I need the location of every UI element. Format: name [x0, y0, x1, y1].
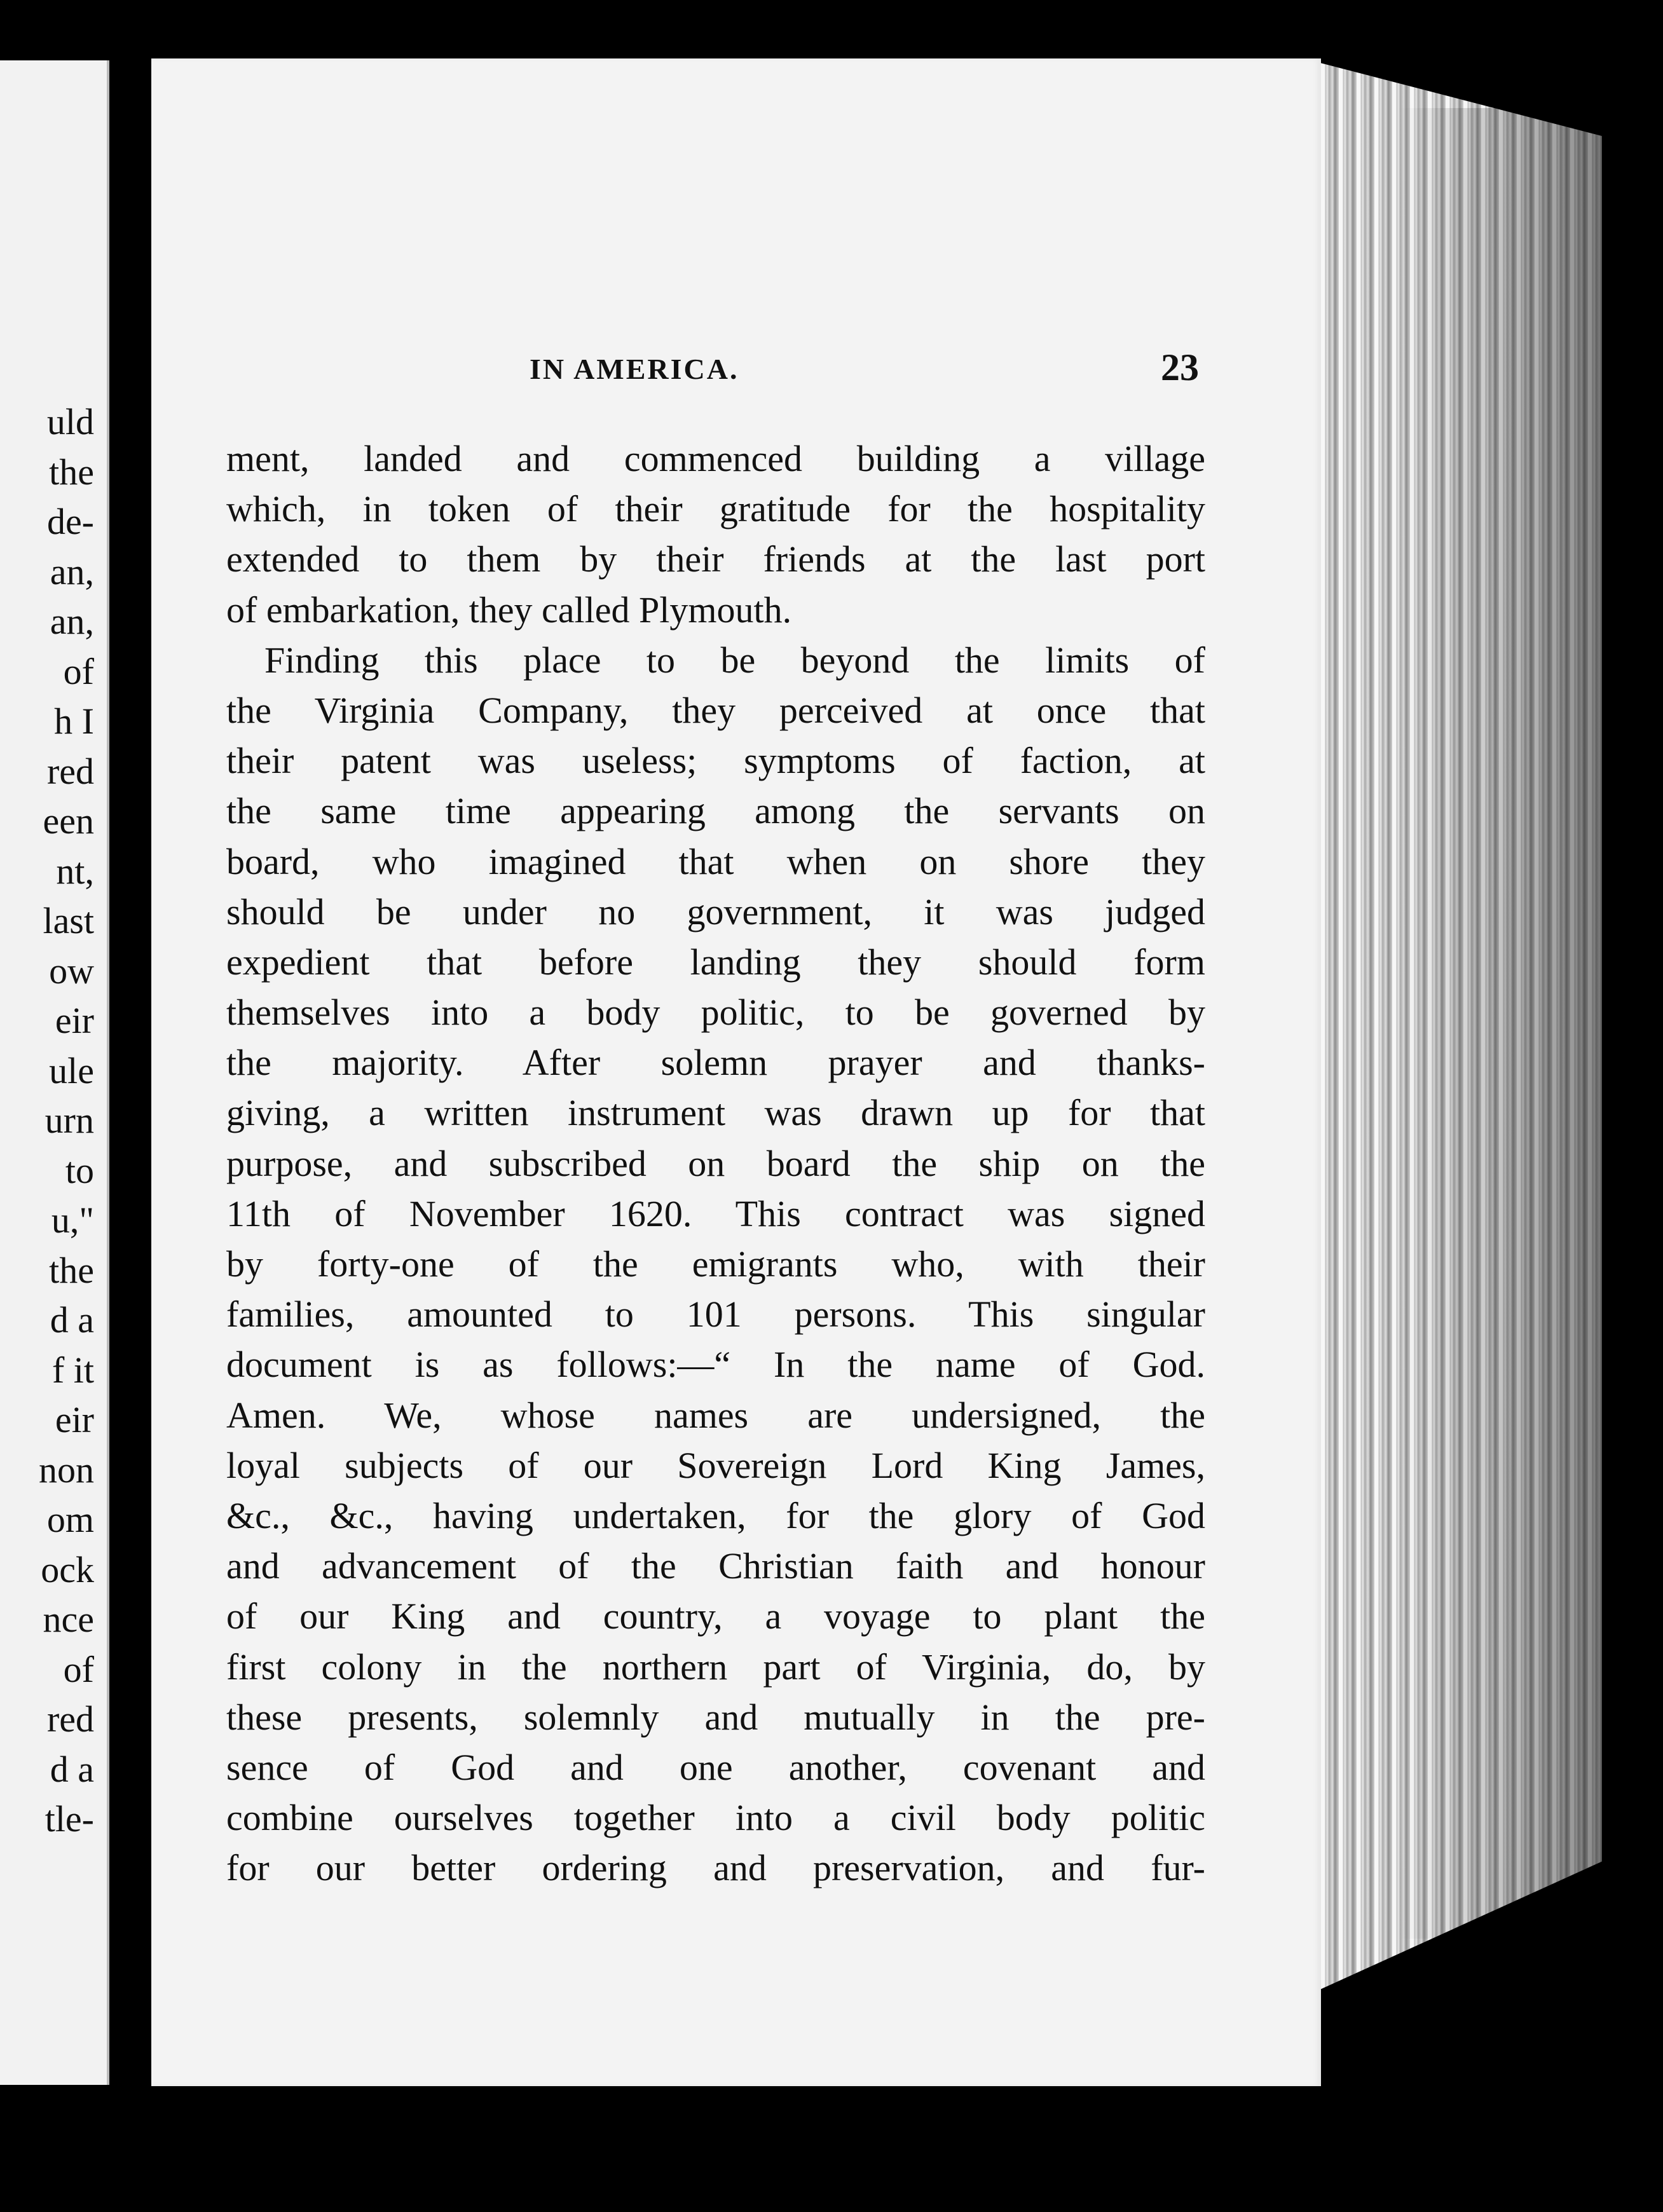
left-fragment-line: d a	[50, 1748, 94, 1790]
text-line: giving, a written instrument was drawn up for that	[226, 1092, 1205, 1134]
left-fragment-line: to	[65, 1149, 94, 1191]
left-page-text-fragments	[39, 397, 94, 1845]
paragraph-first-line: Finding this place to be beyond the limits of	[264, 639, 1205, 681]
left-fragment-line: of	[63, 650, 94, 692]
text-line: sence of God and one another, covenant and	[226, 1746, 1205, 1788]
left-fragment-line: non	[39, 1449, 94, 1491]
left-fragment-line: nt,	[56, 850, 94, 892]
left-fragment-line: een	[43, 800, 94, 842]
left-fragment-line: red	[46, 750, 94, 792]
left-facing-page	[0, 60, 109, 2085]
left-fragment-line: tle-	[44, 1798, 94, 1840]
left-fragment-line: the	[49, 451, 94, 493]
text-line: of embarkation, they called Plymouth.	[226, 589, 792, 631]
text-line: themselves into a body politic, to be governed by	[226, 992, 1205, 1034]
left-fragment-line: red	[46, 1698, 94, 1740]
text-line: the Virginia Company, they perceived at once that	[226, 689, 1205, 731]
left-fragment-line: eir	[55, 1000, 94, 1041]
text-line: ment, landed and commenced building a village	[226, 438, 1205, 479]
text-line: Amen. We, whose names are undersigned, the	[226, 1394, 1205, 1436]
body-text	[226, 434, 1205, 1893]
text-line: of our King and country, a voyage to plant the	[226, 1595, 1205, 1637]
left-fragment-line: ock	[41, 1548, 94, 1590]
left-fragment-line: h I	[54, 700, 94, 742]
left-fragment-line: uld	[46, 401, 94, 442]
text-line: for our better ordering and preservation, and fur-	[226, 1847, 1205, 1889]
text-line: their patent was useless; symptoms of faction, at	[226, 740, 1205, 782]
text-line: board, who imagined that when on shore they	[226, 840, 1205, 882]
text-line: &c., &c., having undertaken, for the glory of God	[226, 1494, 1205, 1536]
left-fragment-line: last	[43, 900, 94, 941]
text-line: loyal subjects of our Sovereign Lord King James,	[226, 1444, 1205, 1486]
text-line: families, amounted to 101 persons. This singular	[226, 1294, 1205, 1335]
left-fragment-line: an,	[50, 601, 94, 642]
page-number: 23	[1161, 346, 1199, 388]
text-line: 11th of November 1620. This contract was signed	[226, 1192, 1205, 1234]
left-fragment-line: the	[49, 1249, 94, 1291]
text-line: combine ourselves together into a civil body politic	[226, 1797, 1205, 1839]
text-line: first colony in the northern part of Virginia, do, by	[226, 1646, 1205, 1688]
text-line: the same time appearing among the servants on	[226, 790, 1205, 832]
text-line: these presents, solemnly and mutually in the pre-	[226, 1696, 1205, 1738]
left-fragment-line: ule	[49, 1049, 94, 1091]
text-line: which, in token of their gratitude for the hospitality	[226, 488, 1205, 530]
left-fragment-line: om	[46, 1499, 94, 1540]
left-fragment-line: urn	[44, 1100, 94, 1141]
text-line: purpose, and subscribed on board the ship on the	[226, 1142, 1205, 1184]
left-fragment-line: f it	[51, 1349, 94, 1391]
left-fragment-line: nce	[43, 1599, 94, 1640]
left-fragment-line: ow	[49, 950, 94, 992]
left-fragment-line: d a	[50, 1299, 94, 1341]
main-page	[151, 58, 1321, 2086]
text-line: document is as follows:—“ In the name of God.	[226, 1344, 1205, 1386]
text-line: expedient that before landing they should form	[226, 941, 1205, 983]
left-fragment-line: u,"	[51, 1199, 94, 1241]
text-line: and advancement of the Christian faith and honour	[226, 1545, 1205, 1587]
text-line: extended to them by their friends at the last port	[226, 538, 1205, 580]
running-head: IN AMERICA.	[530, 353, 739, 385]
left-fragment-line: eir	[55, 1399, 94, 1440]
left-fragment-line: of	[63, 1648, 94, 1690]
left-fragment-line: an,	[50, 550, 94, 592]
left-fragment-line: de-	[46, 501, 94, 542]
text-line: by forty-one of the emigrants who, with their	[226, 1243, 1205, 1285]
page-bottom-shadow	[151, 2086, 1321, 2112]
fore-edge-shadow	[1399, 108, 1602, 1939]
text-line: should be under no government, it was judged	[226, 891, 1205, 932]
text-line: the majority. After solemn prayer and thanks-	[226, 1042, 1205, 1084]
